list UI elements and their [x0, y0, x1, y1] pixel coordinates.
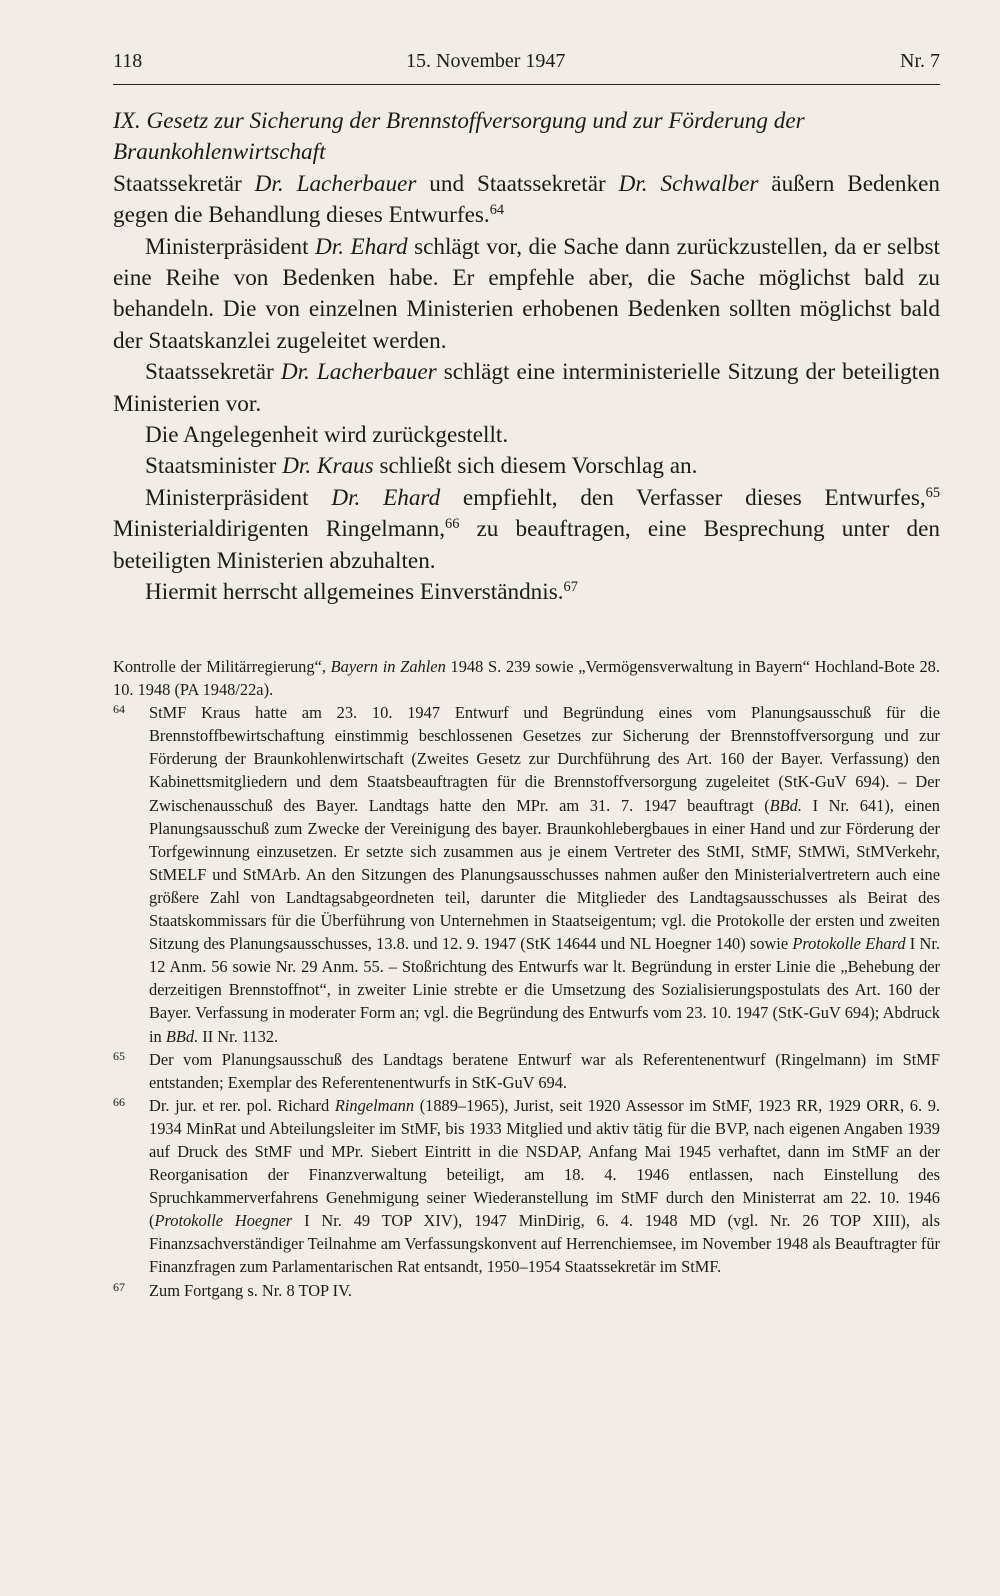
publication-title: Bayern in Zahlen — [330, 657, 446, 676]
paragraph-4: Die Angelegenheit wird zurückgestellt. — [145, 422, 509, 449]
footnote-number: 64 — [113, 702, 125, 717]
text-run: und Staatssekretär — [416, 170, 619, 197]
text-run: Kontrolle der Militärregierung“, — [113, 657, 331, 676]
footnote-ref: 66 — [445, 516, 460, 533]
paragraph-2 — [113, 232, 940, 358]
text-run: empfiehlt, den Verfasser dieses Entwurfes, — [440, 484, 926, 511]
text-run: I Nr. 641), einen Planungsausschuß zum Zwecke der Vereinigung des bayer. Braunkohlebergbaues in einer Hand und zur Förderung der Torfgewinnung einzusetzen. Er setzte sich zusammen aus je einem Vertreter des StMI, StMF, StMWi, StMVerkehr, StMELF und StMArb. An den Sitzungen des Planungsausschusses nahmen außer den Ministerialvertretern auch eine größere Zahl von Landtagsabgeordneten teil, darunter die Mitglieder des Landtagsausschusses als Beirat des Staatskommissars für die Überführung von Unternehmen in Staatseigentum; vgl. die Protokolle der ersten und zweiten Sitzung des Planungsausschusses, 13.8. und 12. 9. 1947 (StK 14644 und NL Hoegner 140) sowie — [149, 795, 940, 954]
text-run: I Nr. 12 Anm. 56 sowie Nr. 29 Anm. 55. – Stoßrichtung des Entwurfs war lt. Begründung in erster Linie die „Behebung der derzeitigen Brennstoffnot“, in zweiter Linie strebte er die Umsetzung des Sozialisierungspostulats des Art. 160 der Bayer. Verfassung in moderater Form an; vgl. die Begründung des Entwurfs vom 23. 10. 1947 (StK-GuV 694); Abdruck in — [149, 934, 940, 1046]
paragraph-7 — [113, 577, 940, 608]
footnote-67 — [113, 1279, 940, 1302]
issue-number: Nr. 7 — [900, 50, 940, 72]
footnote-64 — [113, 701, 940, 1047]
publication-title: BBd. — [165, 1026, 199, 1046]
publication-title: Protokolle Ehard — [792, 934, 906, 954]
paragraph-3 — [113, 357, 940, 420]
paragraph-5 — [113, 451, 940, 482]
text-run: äußern Bedenken gegen die Behandlung dieses Entwurfes. — [113, 170, 941, 229]
text-run: Zum Fortgang s. Nr. 8 TOP IV. — [149, 1280, 352, 1300]
text-run: schließt sich diesem Vorschlag an. — [373, 453, 698, 480]
text-run: Staatssekretär — [145, 359, 281, 386]
running-header — [113, 44, 940, 85]
footnote-65 — [113, 1048, 940, 1094]
text-run: Staatssekretär — [113, 170, 255, 197]
text-run: 1948 S. 239 sowie „Vermögensverwaltung in Bayern“ Hochland-Bote 28. 10. 1948 (PA 1948/22a). — [113, 657, 940, 700]
text-run: Der vom Planungsausschuß des Landtags beratene Entwurf war als Referentenentwurf (Ringelmann) im StMF entstanden; Exemplar des Referentenentwurfs in StK-GuV 694. — [149, 1049, 940, 1092]
footnotes — [113, 655, 940, 1302]
footnote-continuation — [113, 655, 940, 701]
text-run: Staatsminister — [145, 453, 283, 480]
footnote-number: 67 — [113, 1279, 125, 1294]
text-run: Ministerpräsident — [145, 484, 332, 511]
footnote-ref: 67 — [563, 579, 578, 596]
section-heading-line1: IX. Gesetz zur Sicherung der Brennstoffversorgung und zur Förderung der — [113, 108, 805, 134]
person-name: Dr. Kraus — [282, 453, 374, 480]
footnote-66 — [113, 1094, 940, 1279]
text-run: StMF Kraus hatte am 23. 10. 1947 Entwurf und Begründung eines vom Planungsausschuß für die Brennstoffbewirtschaftung einstimmig beschlossenen Gesetzes zur Sicherung der Brennstoffversorgung und zur Förderung der Braunkohlenwirtschaft (Zweites Gesetz zur Durchführung des Art. 160 der Bayer. Verfassung) den Kabinettsmitgliedern und dem Staatsbeauftragten für die Brennstoffversorgung zugeleitet (StK-GuV 694). – Der Zwischenausschuß des Bayer. Landtags hatte den MPr. am 31. 7. 1947 beauftragt ( — [149, 703, 940, 815]
main-text — [113, 106, 940, 609]
section-heading-line2: Braunkohlenwirtschaft — [113, 139, 326, 166]
text-run: II Nr. 1132. — [198, 1026, 279, 1046]
text-run: Ministerpräsident — [145, 233, 316, 260]
section-heading — [113, 106, 940, 169]
text-run: schlägt vor, die Sache dann zurückzustellen, da er selbst eine Reihe von Bedenken habe. Er empfehle aber, die Sache möglichst bald zu behandeln. Die von einzelnen Ministerien erhobenen Bedenken sollten möglichst bald der Staatskanzlei zugeleitet werden. — [113, 233, 940, 354]
text-run: I Nr. 49 TOP XIV), 1947 MinDirig, 6. 4. 1948 MD (vgl. Nr. 26 TOP XIII), als Finanzsachverständiger Teilnahme am Verfassungskonvent auf Herrenchiemsee, im November 1948 als Beauftragter für Finanzfragen zum Parlamentarischen Rat entsandt, 1950–1954 Staatssekretär im StMF. — [149, 1211, 940, 1277]
text-run: Dr. jur. et rer. pol. Richard — [149, 1095, 335, 1115]
footnote-number: 65 — [113, 1048, 125, 1063]
header-date: 15. November 1947 — [406, 50, 566, 72]
footnote-ref: 65 — [925, 484, 941, 501]
person-name: Dr. Ehard — [331, 484, 441, 511]
text-run: zu beauftragen, eine Besprechung unter den beteiligten Ministerien abzuhalten. — [113, 516, 940, 574]
publication-title: Protokolle Hoegner — [154, 1211, 293, 1231]
footnote-number: 66 — [113, 1094, 125, 1109]
text-run: (1889–1965), Jurist, seit 1920 Assessor im StMF, 1923 RR, 1929 ORR, 6. 9. 1934 MinRat und Abteilungsleiter im StMF, bis 1933 Mitglied und aktiv tätig für die BVP, nach eigenen Angaben 1939 auf Druck des StMF und MPr. Siebert Eintritt in die NSDAP, Anfang Mai 1945 verhaftet, dann im StMF an der Reorganisation der Finanzverwaltung beteiligt, am 18. 4. 1946 entlassen, nach Einstellung des Spruchkammerverfahrens Genehmigung seiner Wiederanstellung im StMF durch den Ministerrat am 22. 10. 1946 ( — [149, 1095, 940, 1231]
person-name: Ringelmann — [334, 1095, 415, 1115]
paragraph-1 — [113, 169, 940, 232]
text-run: schlägt eine interministerielle Sitzung der beteiligten Ministerien vor. — [113, 359, 940, 417]
text-run: Ministerialdirigenten Ringelmann, — [113, 516, 446, 543]
person-name: Dr. Ehard — [315, 233, 408, 260]
publication-title: BBd. — [769, 795, 802, 815]
person-name: Dr. Lacherbauer — [254, 170, 417, 197]
footnote-ref: 64 — [489, 202, 505, 219]
person-name: Dr. Lacherbauer — [280, 359, 437, 386]
paragraph-6 — [113, 483, 940, 577]
text-run: Hiermit herrscht allgemeines Einverständnis. — [145, 579, 564, 606]
person-name: Dr. Schwalber — [618, 170, 759, 197]
page-number: 118 — [113, 50, 143, 72]
